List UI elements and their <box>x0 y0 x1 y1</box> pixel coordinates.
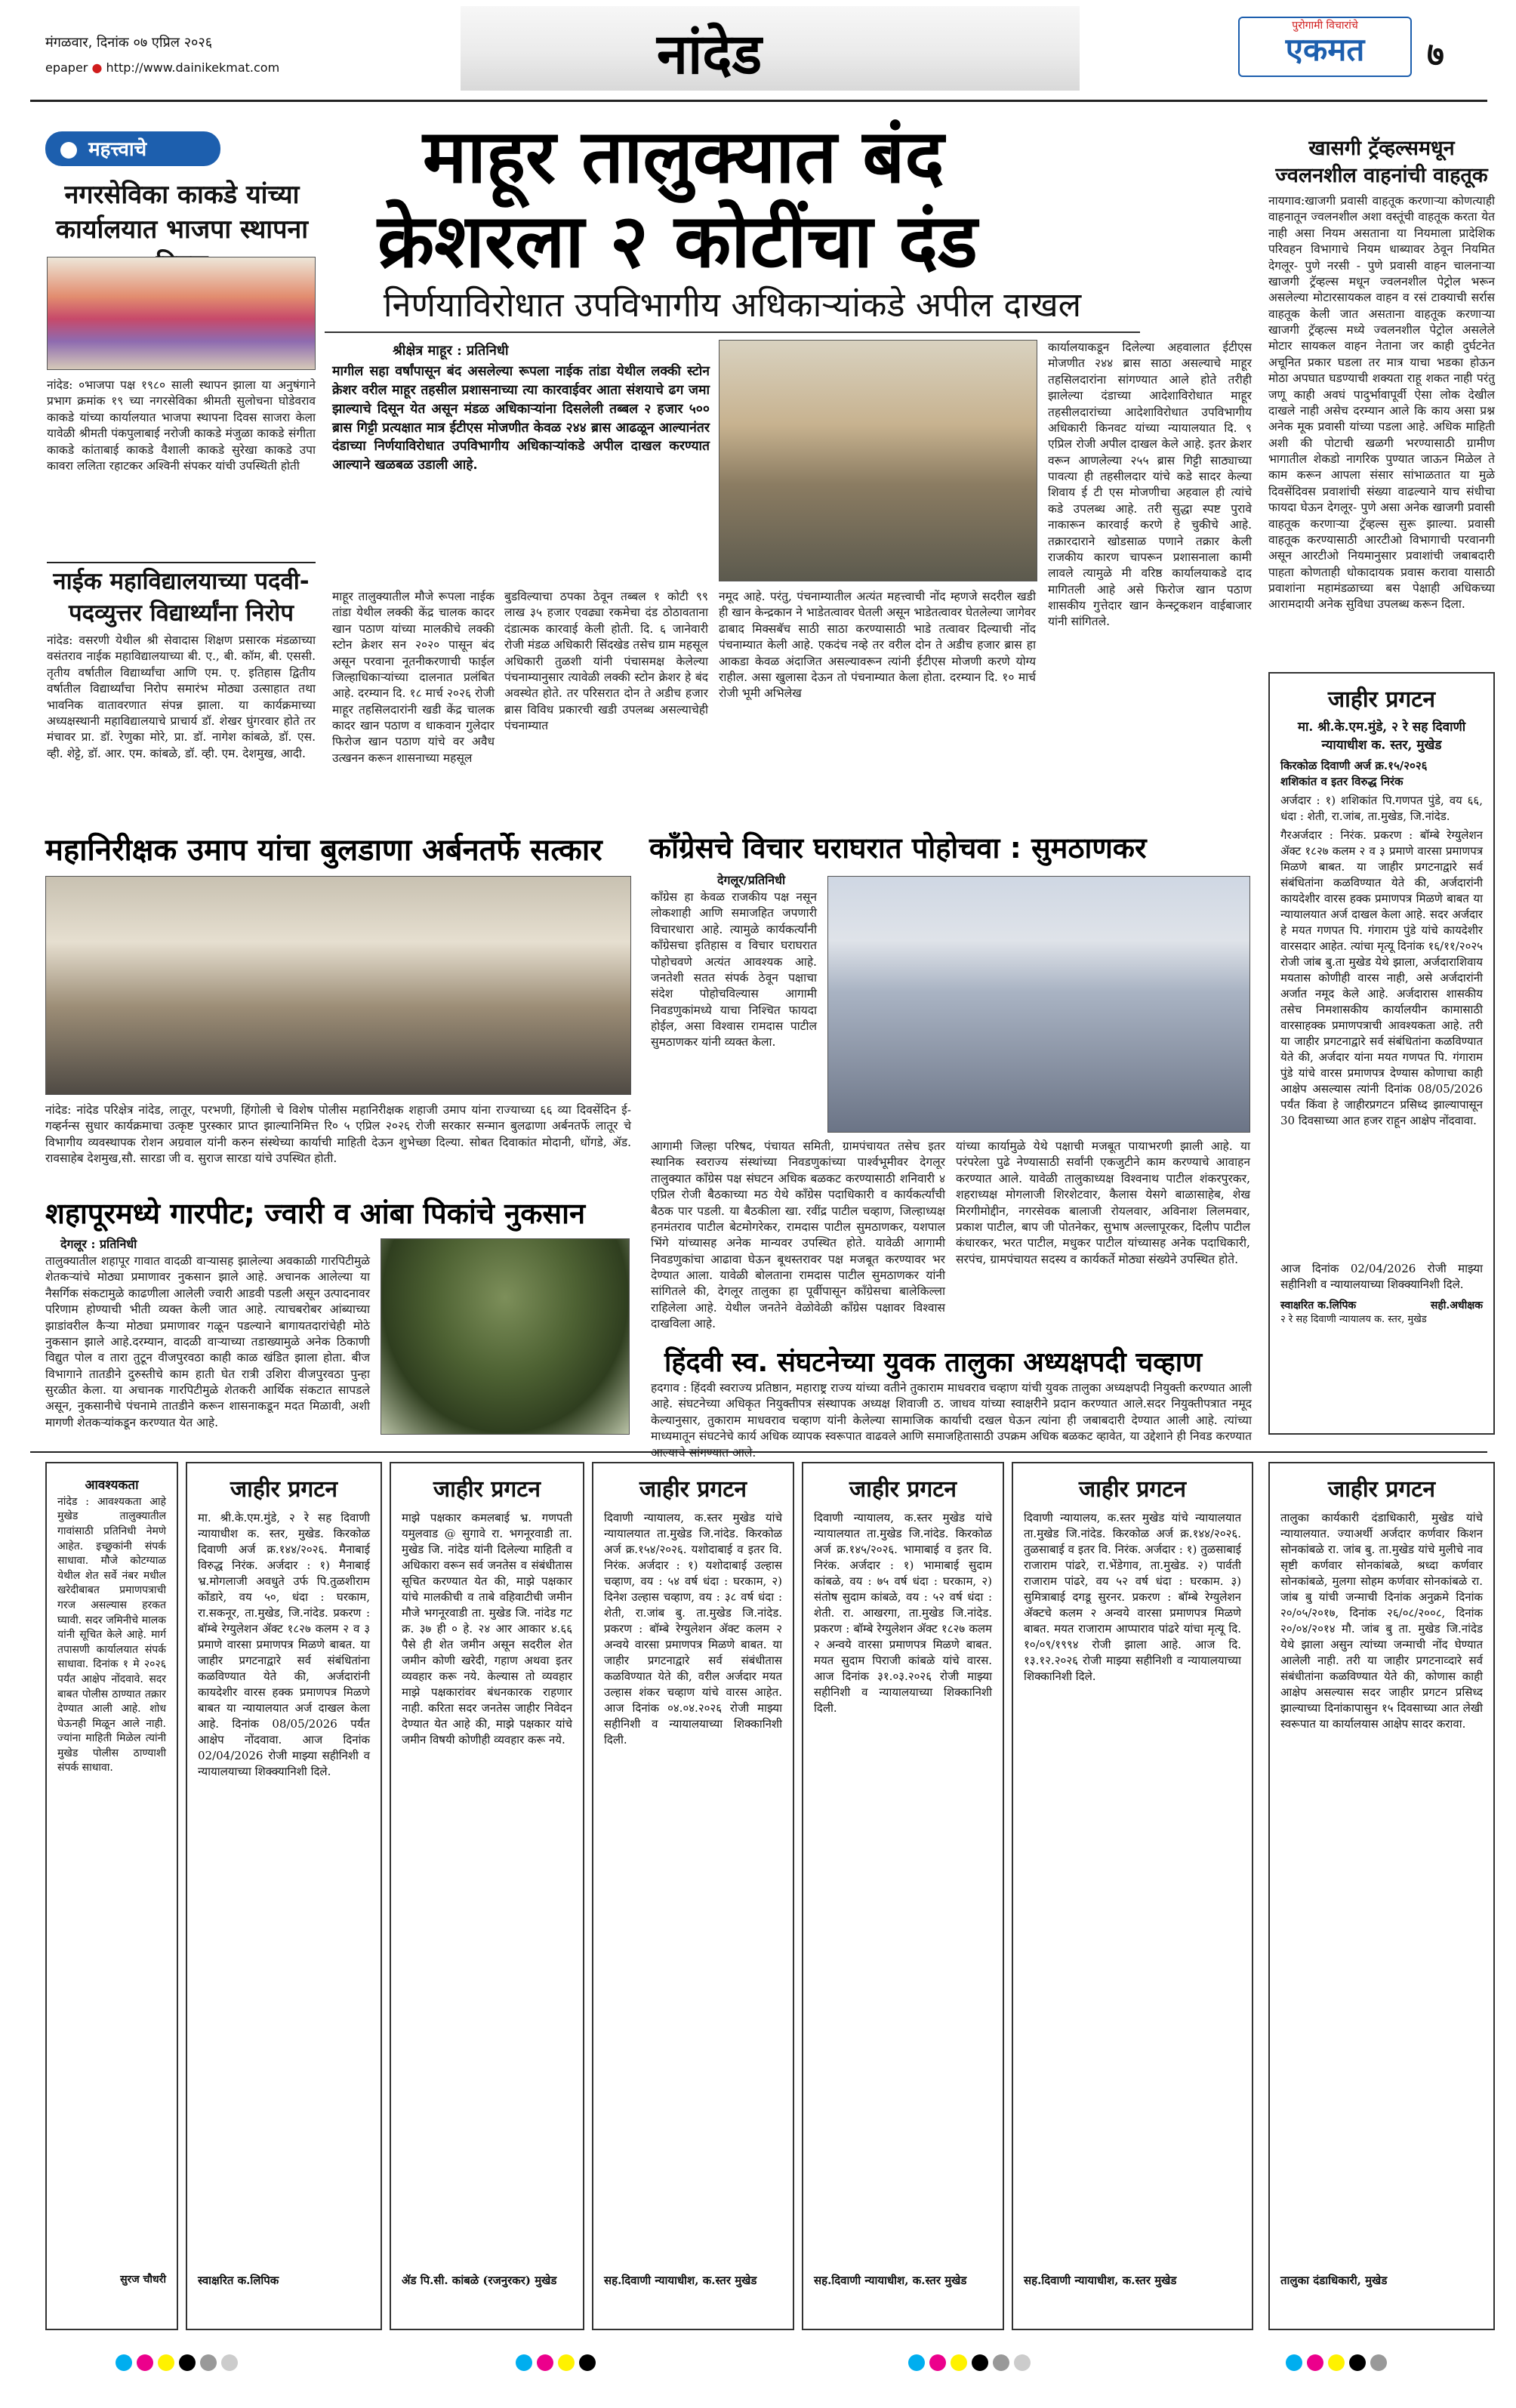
brand-logo: पुरोगामी विचारांचे एकमत <box>1238 17 1412 77</box>
lead-col-1: माहूर तालुक्यातील मौजे रूपला नाईक तांडा येथील लक्की केंद्र चालक कादर खान पठाण यांच्या मालकीचे लक्की स्टोन क्रेशर सन २०२० पासून बंद असून परवाना नूतनीकरणाची फाईल जिल्हाधिकाऱ्यांच्या दालनात प्रलंबित आहे. दरम्यान दि. १८ मार्च २०२६ रोजी माहूर तहसिलदारांनी खडी केंद्र चालक कादर खान पठाण व धाकवान गुलेदार फिरोज खान पठाण यांचे वर अवैध उत्खनन करून शासनाच्या महसूल <box>332 590 495 765</box>
notice-right-body: गैरअर्जदार : निरंक. प्रकरण : बॉम्बे रेग्युलेशन ॲक्ट १८२७ कलम २ व ३ प्रमाणे वारसा प्रमाणपत्र मिळणे बाबत. या जाहीर प्रगटनाद्वारे सर्व संबंधितांना कळविण्यात येते की, अर्जदारांनी कायदेशीर वारस हक्क प्रमाणपत्र मिळणे बाबत या न्यायालयात अर्ज दाखल केला आहे. सदर अर्जदार हे मयत गणपत पि. गंगाराम पुंडे यांचे कायदेशीर वारसदार आहेत. त्यांचा मृत्यू दिनांक १६/११/२०२५ रोजी जांब बु.ता मुखेड येथे झाला, अर्जदाराशिवाय मयतास कोणीही वारस नाही, असे अर्जदारांनी अर्जात नमूद केले आहे. अर्जदारास शासकीय तसेच निमशासकीय कार्यालयीन कामासाठी वारसाहक्क प्रमाणपत्राची आवश्यकता आहे. तरी या जाहीर प्रगटनाद्वारे सर्व संबंधितांना कळविण्यात येते की, अर्जदार यांना मयत गणपत पि. गंगाराम पुंडे यांचे वारस प्रमाणपत्र देण्यास कोणाचा काही आक्षेप असल्यास त्यांनी दिनांक 08/05/2026 पर्यंत किंवा हे जाहीरप्रगटन प्रसिध्द झाल्यापासून 30 दिवसाच्या आत हजर राहून आक्षेप नोंदवावा. <box>1280 828 1483 1127</box>
umap-felicitation-photo <box>45 876 631 1095</box>
header-date: मंगळवार, दिनांक ०७ एप्रिल २०२६ <box>45 35 213 51</box>
mahatvache-body: नांदेड: ०भाजपा पक्ष १९८० साली स्थापन झाला या अनुषंगाने प्रभाग क्रमांक १९ च्या नगरसेविका श्रीमती सुलोचना घोडेवराव काकडे यांच्या कार्यालयात भाजपा स्थापना दिवस साजरा केला यावेळी श्रीमती पंकपुलाबाई नरोजी काकडे मंजुळा काकडे संगीता काकडे कांताबाई काकडे वैशाली काकडे सुरेखा काकडे उपा कावरा ललिता रहाटकर अश्विनी संपकर यांची उपस्थिती होती <box>47 378 316 473</box>
registration-marks-far <box>1283 2354 1389 2374</box>
bottom-notice-1: आवश्यकता नांदेड : आवश्यकता आहे मुखेड तालुक्यातील गावांसाठी प्रतिनिधी नेमणे आहेत. इच्छुकांनी संपर्क साधावा. मौजे कोटग्याळ येथील शेत सर्वे नंबर मधील खरेदीबाबत प्रमाणपत्राची गरज असल्यास हरकत घ्यावी. सदर जमिनीचे मालक यांनी सूचित केले आहे. मार्ग तपासणी कार्यालयात संपर्क साधावा. दिनांक १ मे २०२६ पर्यंत आक्षेप नोंदवावे. सदर बाबत पोलीस ठाण्यात तक्रार देण्यात आली आहे. शोध घेऊनही मिळून आले नाही. ज्यांना माहिती मिळेल त्यांनी मुखेड पोलीस ठाण्याशी संपर्क साधावा. सुरज चौधरी <box>45 1462 178 2330</box>
epaper-line[interactable]: epaper ● http://www.dainikekmat.com <box>45 60 280 75</box>
congress-body-left: काँग्रेस हा केवळ राजकीय पक्ष नसून लोकशाही आणि समाजहित जपणारी विचारधारा आहे. त्यामुळे कार्यकर्त्यांनी काँग्रेसचा इतिहास व विचार घराघरात पोहोचवणे अत्यंत आवश्यक आहे. जनतेशी सतत संपर्क ठेवून पक्षाचा संदेश पोहोचविल्यास आगामी निवडणुकांमध्ये याचा निश्चित फायदा होईल, असा विश्वास रामदास पाटील सुमठाणकर यांनी व्यक्त केला. <box>651 890 817 1050</box>
notice-right-sig-clerk: स्वाक्षरित क.लिपिक <box>1280 1299 1357 1312</box>
notice-right-court: मा. श्री.के.एम.मुंडे, २ रे सह दिवाणी न्यायाधीश क. स्तर, मुखेड <box>1297 720 1466 753</box>
umap-headline: महानिरीक्षक उमाप यांचा बुलडाणा अर्बनतर्फे सत्कार <box>45 833 602 868</box>
section-title: नांदेड <box>657 22 763 87</box>
lead-headline-2: क्रेशरला २ कोटींचा दंड <box>377 199 978 285</box>
hailstorm-tree-photo <box>381 1238 630 1435</box>
shahapur-dateline: देगलूर : प्रतिनिधी <box>60 1237 137 1251</box>
lead-dateline: श्रीक्षेत्र माहूर : प्रतिनिधी <box>393 343 509 359</box>
lead-col-4: कार्यालयाकडून दिलेल्या अहवालात ईटीएस मोजणीत २४४ ब्रास साठा असल्याचे माहूर तहसिलदारांना सांगण्यात आले होते तरीही झालेल्या दंडाच्या आदेशाविरोधात माहूर तहसीलदारांच्या आदेशाविरोधात उपविभागीय अधिकारी किनवट यांच्या न्यायालयात दि. ९ एप्रिल रोजी अपील दाखल केले आहे. इतर क्रेशर वरून आणलेल्या २५५ ब्रास गिट्टी साठ्याच्या पावत्या ही तहसीलदार यांचे कडे सादर केल्या शिवाय ई टी एस मोजणीचा अहवाल ही त्यांचे कडे उपलब्ध आहे. तरी सुद्धा स्पष्ट पुरावे नाकारून कारवाई करणे हे चुकीचे आहे. तक्रारदाराने खोडसाळ पणाने तक्रार केली राजकीय कारण चापरून प्रशासनाला कामी लावले त्यामुळे मी वरिष्ठ कार्यालयाकडे दाद मागितली आहे असे फिरोज खान पठाण शासकीय गुत्तेदार खान केन्स्ट्रकशन वाईबाजार यांनी सांगितले. <box>1048 341 1252 629</box>
lead-intro: मागील सहा वर्षांपासून बंद असलेल्या रूपला नाईक तांडा येथील लक्की स्टोन क्रेशर वरील माहूर तहसील प्रशासनाच्या त्या कारवाईवर आता संशयाचे ढग जमा झाल्याचे दिसून येत असून मंडळ अधिकाऱ्यांना दिसलेली तब्बल २ हजार ५०० ब्रास गिट्टी प्रत्यक्षात मात्र ईटीएस मोजणीत केवळ २४४ ब्रास आढळून आल्यानंतर दंडाच्या निर्णयाविरोधात उपविभागीय अधिकाऱ्यांकडे अपील दाखल करण्यात आल्याने खळबळ उडाली आहे. <box>332 364 710 473</box>
hindvi-body: हदगाव : हिंदवी स्वराज्य प्रतिष्ठान, महाराष्ट्र राज्य यांच्या वतीने तुकाराम माधवराव चव्हाण यांची युवक तालुका अध्यक्षपदी नियुक्ती करण्यात आली आहे. संघटनेच्या अधिकृत नियुक्तीपत्र संस्थापक अध्यक्ष शिवाजी ठ. जाधव यांच्या स्वाक्षरीने प्रदान करण्यात आले.सदर नियुक्तीपत्रात नमूद केल्यानुसार, तुकाराम माधवराव चव्हाण यांनी केलेल्या सामाजिक कार्याची दखल घेऊन त्यांना ही जबाबदारी देण्यात आली आहे. त्यांच्या माध्यमातून संघटनेचे कार्य अधिक व्यापक स्वरूपात वाढवले आणि समाजहितासाठी उपक्रम अधिक बळकट व्हावेत, या उद्देशाने ही निवड करण्यात <box>651 1381 1252 1444</box>
congress-dateline: देगलूर/प्रतिनिधी <box>717 873 786 887</box>
congress-body-main: आगामी जिल्हा परिषद, पंचायत समिती, ग्रामपंचायत तसेच इतर स्थानिक स्वराज्य संस्थांच्या निवडणुकांच्या पार्श्वभूमीवर देगलूर तालुक्यात काँग्रेस पक्ष संघटन अधिक बळकट करण्यासाठी शनिवारी ४ एप्रिल रोजी बैठकाच्या मठ येथे काँग्रेस पदाधिकारी व कार्यकर्त्यांची बैठक पार पडली. या बैठकीला खा. रवींद्र पाटील चव्हाण, जिल्हाध्यक्ष हनमंतराव पाटील बेटमोगरेकर, रामदास पाटील सुमठाणकर, यशपाल भिंगे यांच्यासह अनेक मान्यवर उपस्थित होते. यावेळी आगामी निवडणुकांचा आढावा घेऊन बूथस्तरावर पक्ष मजबूत करण्यावर भर देण्यात आला. यावेळी बोलताना रामदास पाटील सुमठाणकर यांनी सांगितले की, देगलूर तालुका हा पूर्वीपासून काँग्रेसचा बालेकिल्ला राहिलेला आहे. येथील जनतेने वेळोवेळी काँग्रेस पक्षावर विश्वास दाखविला आहे. <box>651 1139 945 1331</box>
shahapur-body: तालुक्यातील शहापूर गावात वादळी वाऱ्यासह झालेल्या अवकाळी गारपिटीमुळे शेतकऱ्यांचे मोठ्या प्रमाणावर नुकसान झाले आहे. अचानक आलेल्या या नैसर्गिक संकटामुळे काढणीला आलेली ज्वारी आडवी पडली असून उत्पादनावर परिणाम होण्याची भीती व्यक्त केली जात आहे. त्याचबरोबर आंब्याच्या झाडांवरील कैऱ्या मोठ्या प्रमाणावर गळून पडल्याने बागायतदारांचेही मोठे नुकसान झाले आहे.दरम्यान, वादळी वाऱ्याच्या तडाख्यामुळे अनेक ठिकाणी विद्युत पोल व तारा तुटून वीजपुरवठा काही काळ खंडित झाला होता. बीज विभागाने तातडीने दुरुस्तीचे काम हाती घेत रात्री उशिरा वीजपुरवठा पुन्हा सुरळीत केला. या अचानक गारपिटीमुळे शेतकरी आर्थिक संकटात सापडले असून, नुकसानीचे पंचनामे तातडीने करून शासनाकडून मदत मिळावी, अशी मागणी शेतकऱ्यांकडून करण्यात येत आहे. <box>45 1254 370 1429</box>
lead-subhead: निर्णयाविरोधात उपविभागीय अधिकाऱ्यांकडे अपील दाखल <box>325 281 1140 333</box>
globe-icon: ● <box>91 60 103 75</box>
bottom-notice-2: जाहीर प्रगटन मा. श्री.के.एम.मुंडे, २ रे सह दिवाणी न्यायाधीश क. स्तर, मुखेड. किरकोळ दिवाणी अर्ज क्र.१४४/२०२६. मैनाबाई विरुद्ध निरंक. अर्जदार : १) मैनाबाई भ्र.मोगलाजी अवधुते उर्फ पि.तुळशीराम कोंडारे, वय ५०, धंदा : घरकाम, रा.सकनूर, ता.मुखेड, जि.नांदेड. प्रकरण : बॉम्बे रेग्युलेशन ॲक्ट १८२७ कलम २ व ३ प्रमाणे वारसा प्रमाणपत्र मिळणे बाबत. या जाहीर प्रगटनाद्वारे सर्व संबंधितांना कळविण्यात येते की, अर्जदारांनी कायदेशीर वारस हक्क प्रमाणपत्र मिळणे बाबत या न्यायालयात अर्ज दाखल केला आहे. दिनांक 08/05/2026 पर्यंत आक्षेप नोंदवावा. आज दिनांक 02/04/2026 रोजी माझ्या सहीनिशी व न्यायालयाच्या शिक्क्यानिशी दिले. स्वाक्षरित क.लिपिक <box>186 1462 382 2330</box>
notice-right-title: जाहीर प्रगटन <box>1327 686 1436 713</box>
umap-body: नांदेड: नांदेड परिक्षेत्र नांदेड, लातूर, परभणी, हिंगोली चे विशेष पोलीस महानिरीक्षक शहाजी उमाप यांना राज्याच्या ६६ व्या दिवसेंदिन ई-गव्हर्नन्स सुधार कार्यक्रमाचा उत्कृष्ट पुरस्कार प्राप्त झाल्यानिमित्त रि० ५ एप्रिल २०२६ रोजी सरकार सन्मान बुलढाणा अर्बनतर्फे लातूर चे विभागीय व्यवस्थापक रोशन अग्रवाल यांनी करुन संस्थेच्या कार्याची माहिती देऊन शुभेच्छा दिल्या. सोबत दिवाकांत मोदानी, धोंगडे, ॲड. रावसाहेब देशमुख,सौ. सारडा जी व. सुराज सारडा यांचे उपस्थित होती. <box>45 1103 631 1166</box>
hindvi-headline: हिंदवी स्व. संघटनेच्या युवक तालुका अध्यक्षपदी चव्हाण <box>664 1347 1203 1378</box>
masthead <box>0 0 1516 106</box>
notice-right-party: अर्जदार : १) शशिकांत पि.गणपत पुंडे, वय ६६, धंदा : शेती, रा.जांब, ता.मुखेड, जि.नांदेड. <box>1280 793 1483 823</box>
bottom-notice-7: जाहीर प्रगटन तालुका कार्यकारी दंडाधिकारी, मुखेड यांचे न्यायालयात. ज्याअर्थी अर्जदार कर्णवार किशन सोनकांबळे रा. जांब बु. ता.मुखेड यांचे मुलीचे नाव सृष्टी कर्णवार सोनकांबळे, श्रध्दा कर्णवार सोनकांबळे, मुलगा सोहम कर्णवार सोनकांबळे रा. जांब बु यांची जन्माची दिनांक अनुक्रमे दिनांक २०/०५/२०१७, दिनांक २६/०८/२००८, दिनांक २०/०४/२०१४ मौ. जांब बु ता. मुखेड जि.नांदेड येथे झाला असुन त्यांच्या जन्माची नोंद घेण्यात आलेली नाही. तरी या जाहीर प्रगटनाव्दारे सर्व संबंधीतांना कळविण्यात येते की, कोणास काही आक्षेप असल्यास सदर जाहीर प्रगटन प्रसिध्द झाल्याच्या दिनांकापासुन १५ दिवसाच्या आत लेखी स्वरूपात या कार्यालयास आक्षेप सादर करावा. तालुका दंडाधिकारी, मुखेड <box>1268 1462 1495 2330</box>
truck-headline-2: ज्वलनशील वाहनांची वाहतूक <box>1275 164 1488 187</box>
registration-marks-mid <box>513 2354 598 2374</box>
naik-headline: नाईक महाविद्यालयाच्या पदवी-पदव्युत्तर विद्यार्थ्यांना निरोप <box>53 568 310 627</box>
notice-right <box>1268 672 1495 1435</box>
skyline-decoration <box>461 6 1080 91</box>
bottom-notice-4: जाहीर प्रगटन दिवाणी न्यायालय, क.स्तर मुखेड यांचे न्यायालयात ता.मुखेड जि.नांदेड. किरकोळ अर्ज क्र.१५४/२०२६. यशोदाबाई व इतर वि. निरंक. अर्जदार : १) यशोदाबाई उल्हास चव्हाण, वय : ५४ वर्ष धंदा : घरकाम, २) दिनेश उल्हास चव्हाण, वय : ३८ वर्ष धंदा : शेती, रा.जांब बु. ता.मुखेड जि.नांदेड. प्रकरण : बॉम्बे रेग्युलेशन ॲक्ट कलम २ अन्वये वारसा प्रमाणपत्र मिळणे बाबत. या जाहीर प्रगटनाद्वारे सर्व संबंधीतास कळविण्यात येते की, वरील अर्जदार मयत उल्हास शंकर चव्हाण यांचे वारस आहेत. आज दिनांक ०४.०४.२०२६ रोजी माझ्या सहीनिशी व न्यायालयाच्या शिक्कानिशी दिली. सह.दिवाणी न्यायाधीश, क.स्तर मुखेड <box>592 1462 794 2330</box>
lead-headline-1: माहूर तालुक्यात बंद <box>423 114 944 200</box>
truck-headline-1: खासगी ट्रॅव्हल्समधून <box>1308 137 1455 160</box>
shahapur-headline: शहापूरमध्ये गारपीट; ज्वारी व आंबा पिकांचे नुकसान <box>45 1197 586 1230</box>
registration-marks-right <box>906 2354 1033 2374</box>
notice-right-sig-court: २ रे सह दिवाणी न्यायालय क. स्तर, मुखेड <box>1280 1314 1427 1326</box>
bottom-notice-3: जाहीर प्रगटन माझे पक्षकार कमलबाई भ्र. गणपती यमुलवाड @ सुगावे रा. भगनूरवाडी ता. मुखेड जि. नांदेड यांनी दिलेल्या माहिती व अधिकारा वरून सर्व जनतेस व संबंधीतास सूचित करण्यात येत की, माझे पक्षकार यांचे मालकीची व ताबे वहिवाटीची जमीन मौजे भगनूरवाडी ता. मुखेड जि. नांदेड गट क्र. ३७ ही ० हे. २४ आर आकार ४.६६ पैसे ही शेत जमीन असून सदरील शेत जमीन कोणी खरेदी, गहाण अथवा इतर व्यवहार करू नये. केल्यास तो व्यवहार माझे पक्षकारांवर बंधनकारक राहणार नाही. करिता सदर जनतेस जाहीर निवेदन देण्यात येत आहे की, माझे पक्षकार यांचे जमीन विषयी कोणीही व्यवहार करू नये. ॲड पि.सी. कांबळे (रजनुरकर) मुखेड <box>390 1462 584 2330</box>
registration-marks-left <box>113 2354 240 2374</box>
notice-right-case: किरकोळ दिवाणी अर्ज क्र.१५/२०२६ <box>1280 758 1428 772</box>
congress-meeting-photo <box>827 876 1250 1133</box>
mahatvache-headline: नगरसेविका काकडे यांच्या कार्यालयात भाजपा स्थापना <box>55 180 309 245</box>
truck-body: नायगाव:खाजगी प्रवासी वाहतूक करणाऱ्या कोणत्याही वाहनातून ज्वलनशील अशा वस्तूंची वाहतूक करता येत नाही असा नियम असताना या नियमाला प्रादेशिक परिवहन विभागाचे नियम धाब्यावर ठेवून नियमित देगलूर- पुणे नरसी - पुणे प्रवासी वाहन चालनाऱ्या खाजगी ट्रॅव्हल्स मधून ज्वलनशील पेट्रोल भरून असलेल्या मोटारसायकल वाहन व रसं टाक्याची सर्रास वाहतूक केली जात असताना वाहतूक करणाऱ्या खाजगी ट्रॅव्हल्स मध्ये ज्वलनशील पेट्रोल असलेले मोटार सायकल वाहन नेताना जर काही दुर्घटनेत अचूनित प्रकार घडला तर मात्र याचा भडका होऊन मोठा अपघात घडण्याची शक्यता राहू शकत नाही परंतु जणू काही अवघं पादुर्भावापूर्वी ऐसा लोक देखील दाखले नाही असेच दरम्यान आले कि काय असा प्रश्न अनेक मूक प्रवासी यांच्या पडला आहे. अधिक माहिती अशी की पोटाची खळगी भरण्यासाठी ग्रामीण भागातील शेकडो नागरिक पुण्यात जाऊन मिळेल ते काम करून आपला संसार सांभाळतात या मुळे दिवसेंदिवस प्रवाशांची संख्या वाढल्याने याच संधीचा फायदा घेऊन देगलूर- पुणे असा अनेक खाजगी प्रवासी वाहतूक करणाऱ्या ट्रॅव्हल्स सुरू झाल्या. प्रवासी वाहतूक करण्यासाठी आरटीओ विभागाची परवानगी असून आरटीओ नियमानुसार प्रवाशांची जबाबदारी पाहता कोणताही धोकादायक प्रवास करावा यासाठी प्रवाशांना महामंडळाच्या बस पेक्षाही अधिकच्या आरामदायी अनेक सुविधा उपलब्ध करून दिला. <box>1268 194 1495 612</box>
naik-body: नांदेड: वसरणी येथील श्री सेवादास शिक्षण प्रसारक मंडळाच्या वसंतराव नाईक महाविद्यालयाच्या बी. ए., बी. कॉम, बी. एससी. तृतीय वर्षातील विद्यार्थ्यांचा आणि एम. ए. इतिहास द्वितीय वर्षातील विद्यार्थ्यांचा निरोप समारंभ मोठ्या उत्साहात तथा भावनिक वातावरणात संपन्न झाला. या कार्यक्रमाच्या अध्यक्षस्थानी महाविद्यालयाचे प्राचार्य डॉ. शेखर घुंगरवार होते तर मंचावर प्रा. डॉ. रेणुका मोरे, प्रा. डॉ. नागेश कांबळे, डॉ. एस. व्ही. शेट्टे, डॉ. आर. एम. कांबळे, डॉ. व्ही. एम. देशमुख, आदी. <box>47 634 316 760</box>
lead-col-2: बुडविल्याचा ठपका ठेवून तब्बल १ कोटी ९९ लाख ३५ हजार एवढ्या रकमेचा दंड ठोठावताना दंडात्मक कारवाई केली होती. दि. ६ जानेवारी रोजी मंडळ अधिकारी सिंदखेड तसेच ग्राम महसूल अधिकारी तुळशी यांनी पंचासमक्ष केलेल्या पंचनाम्यानुसार त्यावेळी लक्की स्टोन क्रेशर हे बंद अवस्थेत होते. तर परिसरात दोन ते अडीच हजार ब्रास विविध प्रकारची खडी उपलब्ध असल्याचेही पंचनाम्यात <box>504 590 708 732</box>
bullet-icon <box>60 142 77 159</box>
congress-headline: काँग्रेसचे विचार घराघरात पोहोचवा : सुमठाणकर <box>649 831 1147 865</box>
congress-body-right: यांच्या कार्यामुळे येथे पक्षाची मजबूत पायाभरणी झाली आहे. या परंपरेला पुढे नेण्यासाठी सर्वांनी एकजुटीने काम करण्याचे आवाहन करण्यात आले. यावेळी तालुकाध्यक्ष विश्वनाथ पाटील शंकरपुरकर, शहराध्यक्ष मोगलाजी शिरशेटवार, कैलास येसगे बाळासाहेब, शेख मिरगीमोद्दीन, नगरसेवक बालाजी रोयलवार, अविनाश लिलमवार, प्रकाश पाटील, बाप जी पोतनेकर, सुभाष अल्लापूरकर, दिलीप पाटील कंधारकर, भरत पाटील, मधुकर पाटील यांच्यासह अनेक पदाधिकारी, सरपंच, ग्रामपंचायत सदस्य व कार्यकर्ते मोठ्या संख्येने उपस्थित होते. <box>956 1139 1250 1266</box>
quarry-photo <box>719 340 1037 581</box>
bottom-notice-6: जाहीर प्रगटन दिवाणी न्यायालय, क.स्तर मुखेड यांचे न्यायालयात ता.मुखेड जि.नांदेड. किरकोळ अर्ज क्र.१४४/२०२६. तुळसाबाई व इतर वि. निरंक. अर्जदार : १) तुळसाबाई राजाराम पांढरे, रा.भेंडेगाव, ता.मुखेड. २) पार्वती राजाराम पांढरे, वय ५२ वर्ष धंदा : घरकाम. ३) सुमित्राबाई दगडू सुरनर. प्रकरण : बॉम्बे रेग्युलेशन ॲक्टचे कलम २ अन्वये वारसा प्रमाणपत्र मिळणे बाबत. मयत राजाराम आप्पाराव पांढरे यांचा मृत्यू दि. १०/०९/१९९४ रोजी झाला आहे. आज दि. १३.१२.२०२६ रोजी माझ्या सहीनिशी व न्यायालयाच्या शिक्कानिशी दिले. सह.दिवाणी न्यायाधीश, क.स्तर मुखेड <box>1012 1462 1253 2330</box>
bottom-notice-5: जाहीर प्रगटन दिवाणी न्यायालय, क.स्तर मुखेड यांचे न्यायालयात ता.मुखेड जि.नांदेड. किरकोळ अर्ज क्र.१४५/२०२६. भामाबाई व इतर वि. निरंक. अर्जदार : १) भामाबाई सुदाम कांबळे, वय : ७५ वर्ष धंदा : घरकाम, २) संतोष सुदाम कांबळे, वय : ५२ वर्ष धंदा : शेती. रा. आखरगा, ता.मुखेड जि.नांदेड. प्रकरण : बॉम्बे रेग्युलेशन ॲक्ट १८२७ कलम २ अन्वये वारसा प्रमाणपत्र मिळणे बाबत. मयत सुदाम पिराजी कांबळे यांचे वारस. आज दिनांक ३१.०३.२०२६ रोजी माझ्या सहीनिशी व न्यायालयाच्या शिक्कानिशी दिली. सह.दिवाणी न्यायाधीश, क.स्तर मुखेड <box>802 1462 1004 2330</box>
notice-right-applicant: शशिकांत व इतर विरुद्ध निरंक <box>1280 774 1404 788</box>
page-number: ७ <box>1427 35 1444 74</box>
notice-right-date: आज दिनांक 02/04/2026 रोजी माझ्या सहीनिशी व न्यायालयाच्या शिक्क्यानिशी दिले. <box>1280 1261 1483 1291</box>
women-group-photo <box>47 257 316 370</box>
notice-right-sig-super: सही.अधीक्षक <box>1430 1299 1483 1312</box>
lead-col-3: नमूद आहे. परंतु, पंचनाम्यातील अत्यंत महत्त्वाची नोंद म्हणजे सदरील खडी ही खान केन्द्रकान ने भाडेतत्वावर घेतली असून भाडेतत्वावर घेतलेल्या जागेवर ढाबाद मिक्सबॅच साठी साठा करण्यासाठी भाडे तत्वावर दिल्याची नोंद पंचनाम्यात केली आहे. एकदंच नव्हे तर वरील दोन ते अडीच हजार ब्रास हा आकडा केवळ अंदाजित असल्यावरून त्यांनी ईटीएस मोजणी करणे योग्य राहील. असा खुलासा देऊन तो पंचनाम्यात केला होता. दरम्यान दि. १० मार्च रोजी भूमी अभिलेख <box>719 590 1036 701</box>
mahatvache-tag: महत्त्वाचे <box>45 131 220 166</box>
